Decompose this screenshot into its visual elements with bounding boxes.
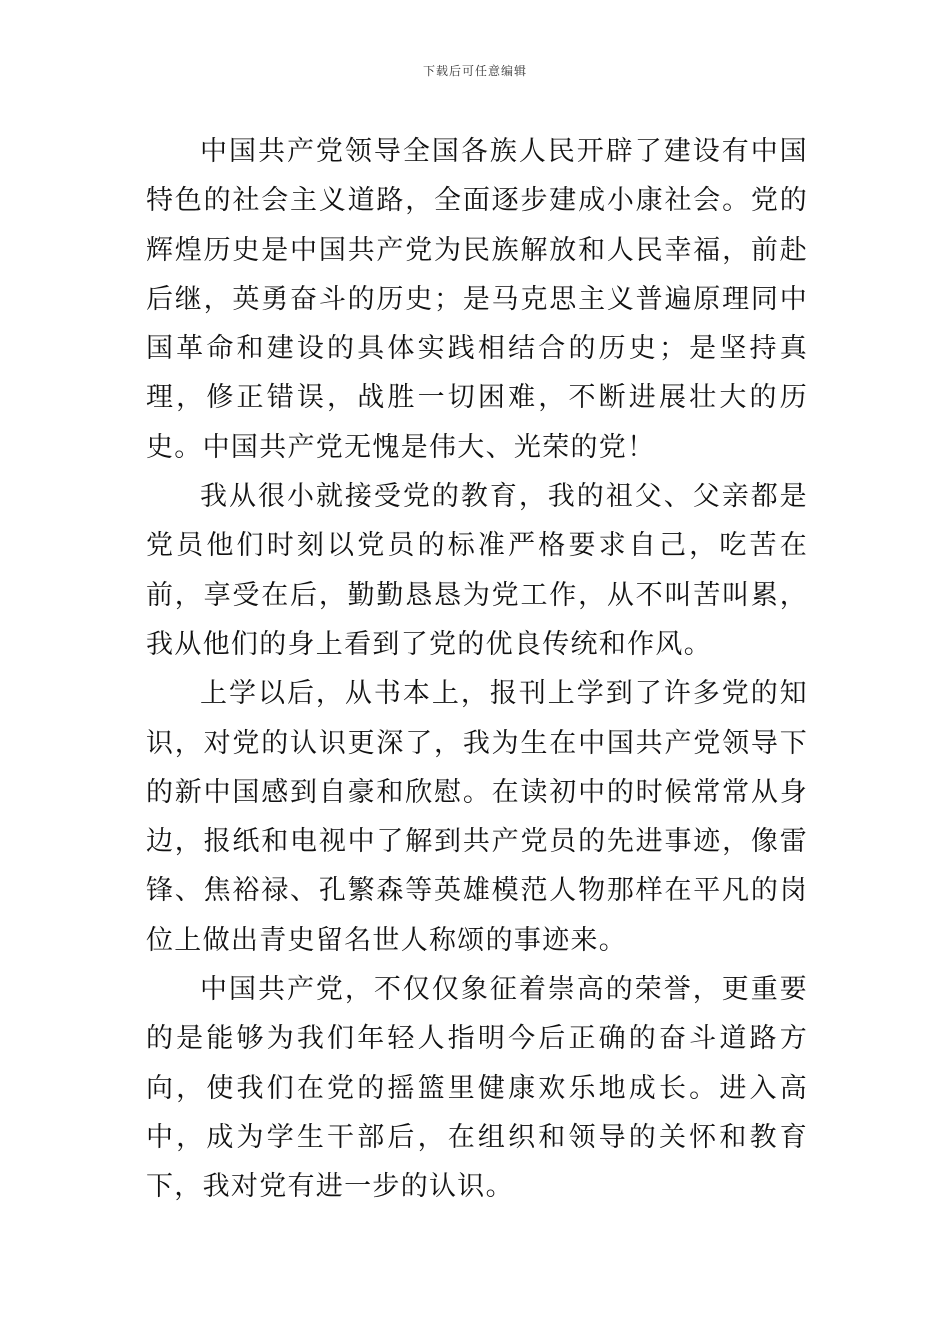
paragraph-2: 我从很小就接受党的教育，我的祖父、父亲都是党员他们时刻以党员的标准严格要求自己，吃苦在前，享受在后，勤勤恳恳为党工作，从不叫苦叫累，我从他们的身上看到了党的优良传统和作风。 xyxy=(146,481,808,660)
paragraph-4: 中国共产党，不仅仅象征着崇高的荣誉，更重要的是能够为我们年轻人指明今后正确的奋斗道路方向，使我们在党的摇篮里健康欢乐地成长。进入高中，成为学生干部后，在组织和领导的关怀和教育下，我对党有进一步的认识。 xyxy=(146,974,808,1203)
paragraph-1: 中国共产党领导全国各族人民开辟了建设有中国特色的社会主义道路，全面逐步建成小康社会。党的辉煌历史是中国共产党为民族解放和人民幸福，前赴后继，英勇奋斗的历史；是马克思主义普遍原理同中国革命和建设的具体实践相结合的历史；是坚持真理，修正错误，战胜一切困难，不断进展壮大的历史。中国共产党无愧是伟大、光荣的党！ xyxy=(146,136,808,463)
page-header: 下载后可任意编辑 xyxy=(422,64,527,78)
document-body xyxy=(146,127,808,1212)
paragraph-3: 上学以后，从书本上，报刊上学到了许多党的知识，对党的认识更深了，我为生在中国共产党领导下的新中国感到自豪和欣慰。在读初中的时候常常从身边，报纸和电视中了解到共产党员的先进事迹，像雷锋、焦裕禄、孔繁森等英雄模范人物那样在平凡的岗位上做出青史留名世人称颂的事迹来。 xyxy=(146,678,808,956)
